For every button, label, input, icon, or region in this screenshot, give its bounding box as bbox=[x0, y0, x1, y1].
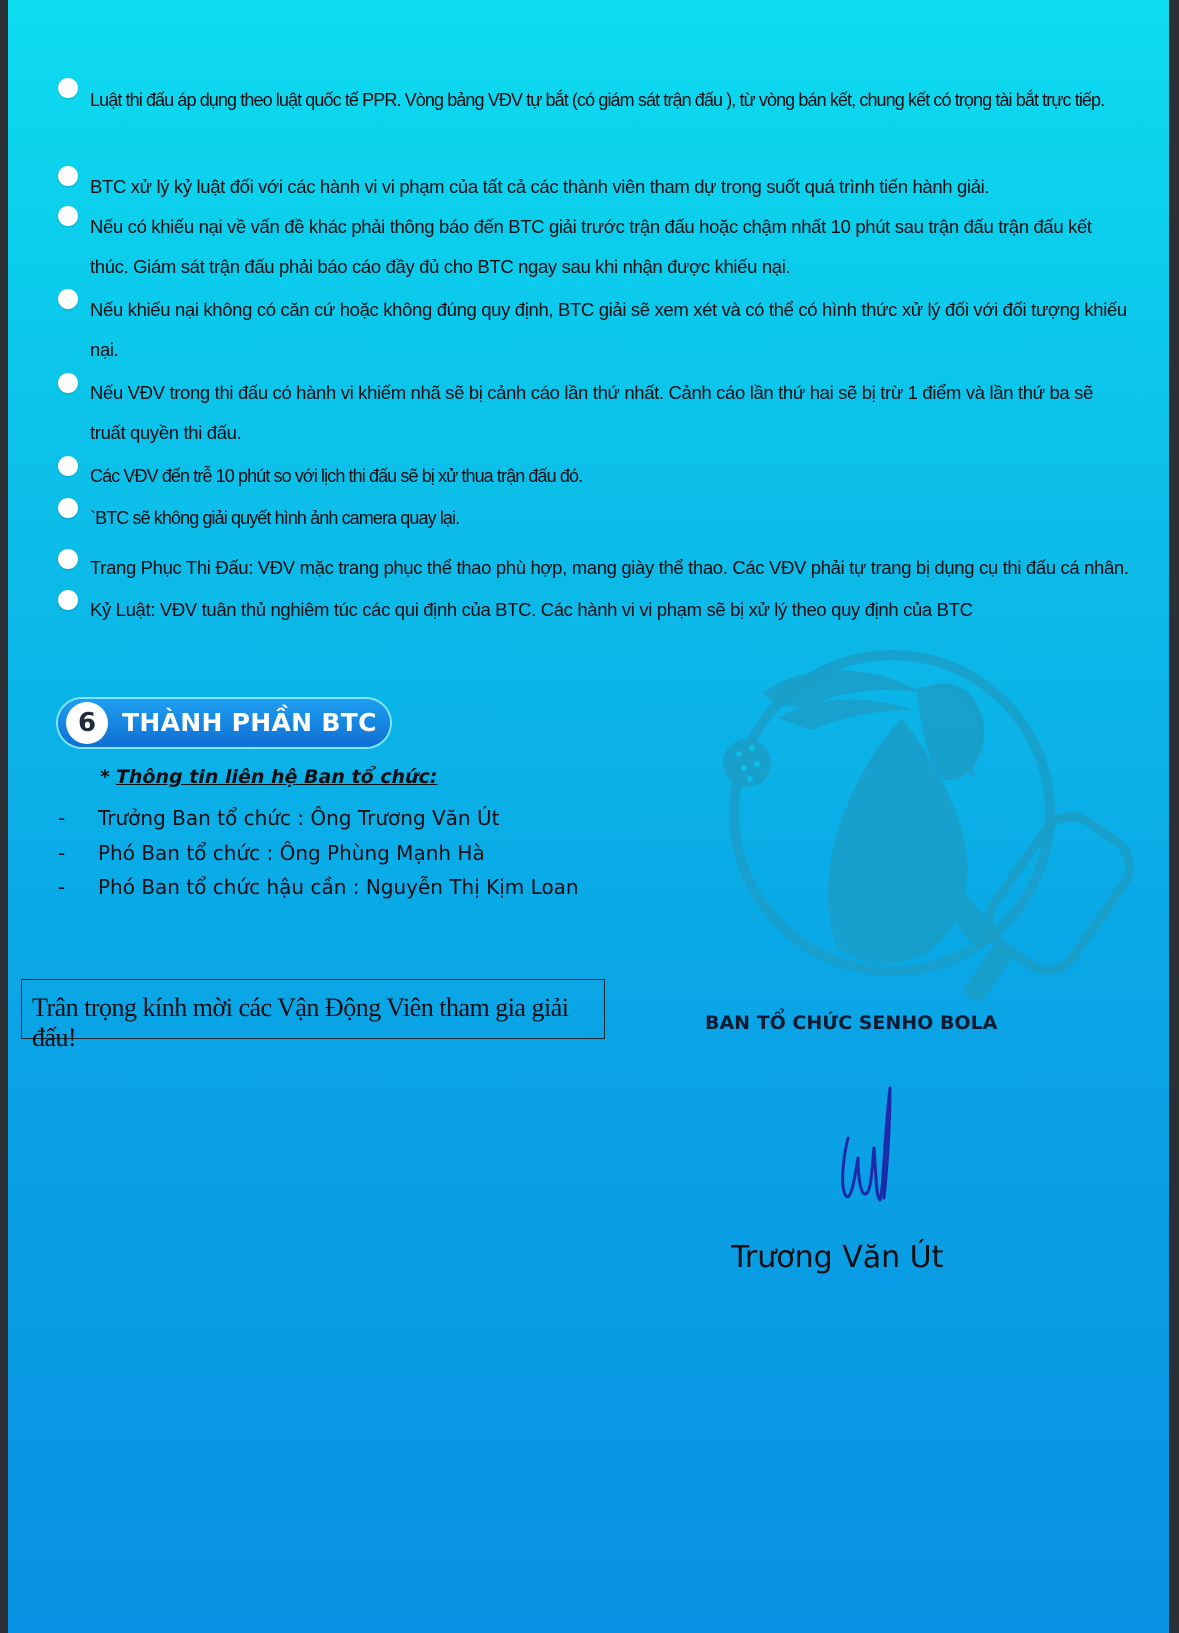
section-title: THÀNH PHẦN BTC bbox=[122, 708, 377, 737]
invitation-box bbox=[21, 979, 605, 1052]
rules-list bbox=[8, 0, 1169, 640]
dash-marker: - bbox=[58, 806, 66, 830]
bullet-icon bbox=[58, 78, 78, 98]
rule-item: Trang Phục Thi Đấu: VĐV mặc trang phục thể thao phù hợp, mang giày thể thao. Các VĐV phải tự trang bị dụng cụ thi đấu cá nhân. bbox=[90, 557, 1129, 578]
committee-member bbox=[58, 841, 485, 865]
rule-item: Nếu VĐV trong thi đấu có hành vi khiếm nhã sẽ bị cảnh cáo lần thứ nhất. Cảnh cáo lần thứ hai sẽ bị trừ 1 điểm và lần thứ ba sẽ truất quyền thi đấu. bbox=[90, 382, 1093, 443]
committee-member-text: Phó Ban tổ chức : Ông Phùng Mạnh Hà bbox=[98, 841, 485, 865]
bullet-icon bbox=[58, 289, 78, 309]
rule-item: Nếu khiếu nại không có căn cứ hoặc không đúng quy định, BTC giải sẽ xem xét và có thể có hình thức xử lý đối với đối tượng khiếu nại. bbox=[90, 299, 1127, 360]
invitation-text: Trân trọng kính mời các Vận Động Viên tham gia giải đấu! bbox=[32, 993, 569, 1052]
dash-marker: - bbox=[58, 875, 66, 899]
pickleball-player-emblem bbox=[722, 648, 1142, 1028]
bullet-icon bbox=[58, 590, 78, 610]
document-page bbox=[8, 0, 1169, 1633]
committee-member-text: Trưởng Ban tổ chức : Ông Trương Văn Út bbox=[98, 806, 500, 830]
contact-heading-text: Thông tin liên hệ Ban tổ chức: bbox=[115, 766, 438, 788]
bullet-icon bbox=[58, 373, 78, 393]
committee-member-text: Phó Ban tổ chức hậu cần : Nguyễn Thị Kịm Loan bbox=[98, 875, 579, 899]
rule-item: Nếu có khiếu nại về vấn đề khác phải thông báo đến BTC giải trước trận đấu hoặc chậm nhất 10 phút sau trận đấu trận đấu kết thúc. Giám sát trận đấu phải báo cáo đầy đủ cho BTC ngay sau khi nhận được khiếu nại. bbox=[90, 216, 1092, 277]
section-number: 6 bbox=[66, 702, 108, 744]
rule-item: Luật thi đấu áp dụng theo luật quốc tế PPR. Vòng bảng VĐV tự bắt (có giám sát trận đấu ), từ vòng bán kết, chung kết có trọng tài bắt trực tiếp. bbox=[90, 90, 1105, 110]
bullet-icon bbox=[58, 166, 78, 186]
asterisk: * bbox=[100, 766, 110, 788]
bullet-icon bbox=[58, 456, 78, 476]
signature-icon bbox=[828, 1078, 908, 1208]
rule-item: `BTC sẽ không giải quyết hình ảnh camera quay lại. bbox=[90, 508, 460, 528]
signer-name: Trương Văn Út bbox=[731, 1240, 944, 1275]
contact-heading bbox=[100, 766, 437, 788]
rule-item: Kỷ Luật: VĐV tuân thủ nghiêm túc các qui định của BTC. Các hành vi vi phạm sẽ bị xử lý theo quy định của BTC bbox=[90, 599, 973, 620]
bullet-icon bbox=[58, 206, 78, 226]
committee-member bbox=[58, 806, 499, 830]
organizer-name: BAN TỔ CHỨC SENHO BOLA bbox=[705, 1012, 998, 1034]
bullet-icon bbox=[58, 498, 78, 518]
committee-member bbox=[58, 875, 579, 899]
rule-item: BTC xử lý kỷ luật đối với các hành vi vi phạm của tất cả các thành viên tham dự trong suốt quá trình tiến hành giải. bbox=[90, 176, 990, 197]
dash-marker: - bbox=[58, 841, 66, 865]
rule-item: Các VĐV đến trễ 10 phút so với lịch thi đấu sẽ bị xử thua trận đấu đó. bbox=[90, 466, 583, 486]
bullet-icon bbox=[58, 549, 78, 569]
